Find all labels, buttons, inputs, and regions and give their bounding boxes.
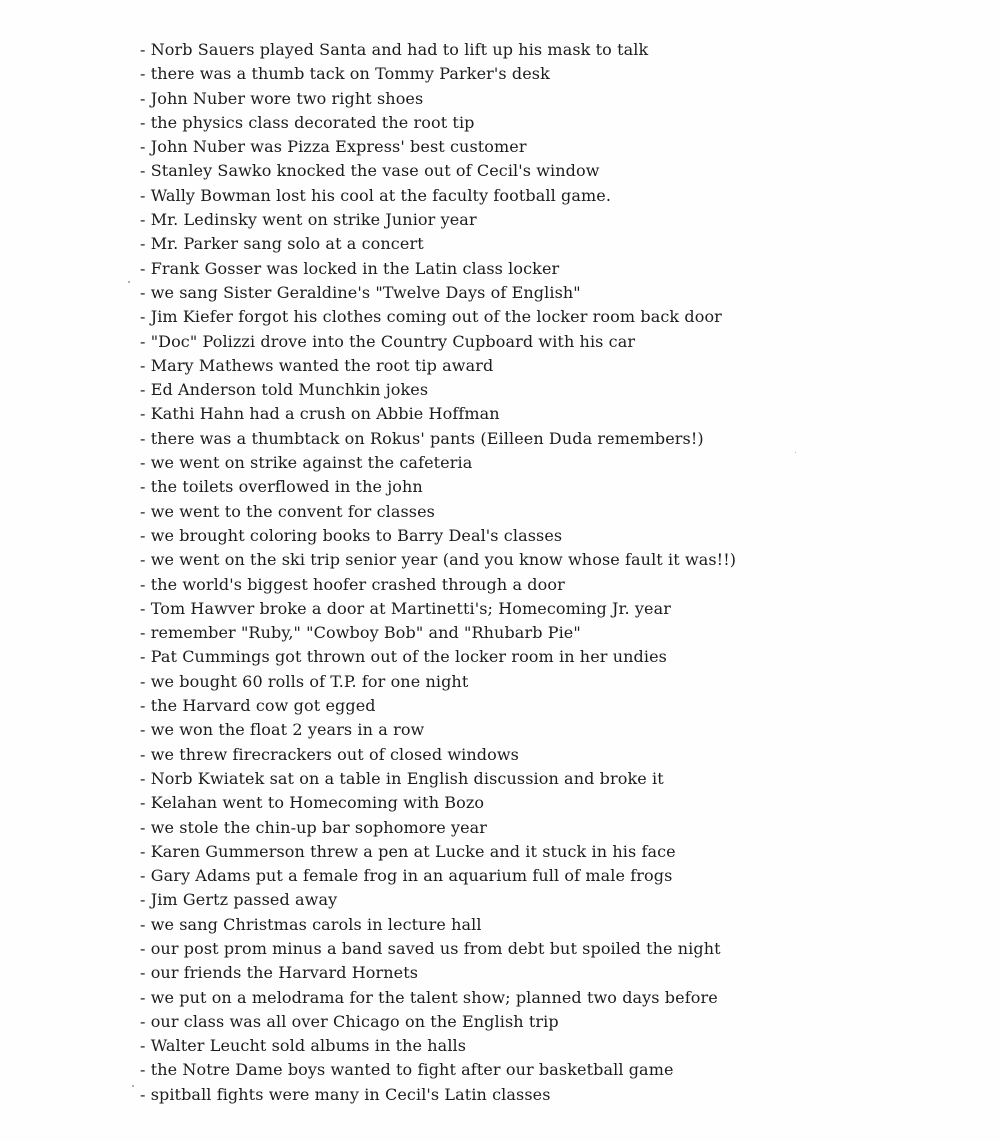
list-item: - we bought 60 rolls of T.P. for one night bbox=[140, 671, 469, 691]
list-item: - we went to the convent for classes bbox=[140, 501, 435, 521]
list-item: - we brought coloring books to Barry Deal's classes bbox=[140, 525, 563, 545]
list-item: - the toilets overflowed in the john bbox=[140, 477, 423, 497]
list-item: - the world's biggest hoofer crashed through a door bbox=[140, 574, 565, 594]
list-item: - Norb Kwiatek sat on a table in English discussion and broke it bbox=[140, 768, 664, 788]
list-item: - Kelahan went to Homecoming with Bozo bbox=[140, 793, 485, 813]
list-item: - our friends the Harvard Hornets bbox=[140, 963, 419, 983]
paper-speck bbox=[132, 1085, 134, 1087]
list-item: - Norb Sauers played Santa and had to lift up his mask to talk bbox=[140, 40, 649, 59]
list-item: - Tom Hawver broke a door at Martinetti's; Homecoming Jr. year bbox=[140, 598, 672, 618]
list-item: - Kathi Hahn had a crush on Abbie Hoffman bbox=[140, 404, 500, 424]
list-item: - Mary Mathews wanted the root tip award bbox=[140, 355, 494, 375]
list-item: - John Nuber wore two right shoes bbox=[140, 88, 424, 108]
list-item: - there was a thumb tack on Tommy Parker's desk bbox=[140, 64, 550, 84]
paper-speck bbox=[795, 452, 796, 453]
list-item: - there was a thumbtack on Rokus' pants (Eilleen Duda remembers!) bbox=[140, 428, 704, 448]
list-item: - our class was all over Chicago on the English trip bbox=[140, 1011, 559, 1031]
list-item: - John Nuber was Pizza Express' best customer bbox=[140, 137, 527, 157]
list-item: - the Harvard cow got egged bbox=[140, 696, 376, 716]
memories-list bbox=[140, 38, 736, 1107]
list-item: - "Doc" Polizzi drove into the Country Cupboard with his car bbox=[140, 331, 636, 351]
list-item: - Jim Kiefer forgot his clothes coming out of the locker room back door bbox=[140, 307, 722, 327]
list-item: - we won the float 2 years in a row bbox=[140, 720, 425, 740]
list-item: - the physics class decorated the root tip bbox=[140, 112, 475, 132]
list-item: - we threw firecrackers out of closed windows bbox=[140, 744, 519, 764]
list-item: - Jim Gertz passed away bbox=[140, 890, 338, 910]
list-item: - Mr. Ledinsky went on strike Junior year bbox=[140, 210, 477, 230]
list-item: - remember "Ruby," "Cowboy Bob" and "Rhubarb Pie" bbox=[140, 623, 581, 643]
list-item: - Wally Bowman lost his cool at the faculty football game. bbox=[140, 185, 612, 205]
list-item: - Stanley Sawko knocked the vase out of Cecil's window bbox=[140, 161, 600, 181]
list-item: - we sang Christmas carols in lecture hall bbox=[140, 914, 482, 934]
list-item: - Mr. Parker sang solo at a concert bbox=[140, 234, 424, 254]
list-item: - Ed Anderson told Munchkin jokes bbox=[140, 380, 429, 400]
paper-speck bbox=[128, 281, 130, 283]
list-item: - Pat Cummings got thrown out of the locker room in her undies bbox=[140, 647, 667, 667]
list-item: - Karen Gummerson threw a pen at Lucke and it stuck in his face bbox=[140, 841, 676, 861]
list-item: - we put on a melodrama for the talent show; planned two days before bbox=[140, 987, 718, 1007]
list-item: - Walter Leucht sold albums in the halls bbox=[140, 1036, 467, 1056]
list-item: - the Notre Dame boys wanted to fight after our basketball game bbox=[140, 1060, 674, 1080]
list-item: - we sang Sister Geraldine's "Twelve Days of English" bbox=[140, 282, 581, 302]
list-item: - Gary Adams put a female frog in an aquarium full of male frogs bbox=[140, 866, 673, 886]
list-item: - spitball fights were many in Cecil's Latin classes bbox=[140, 1084, 551, 1104]
list-item: - we went on strike against the cafeteria bbox=[140, 453, 473, 473]
list-item: - we stole the chin-up bar sophomore year bbox=[140, 817, 488, 837]
list-item: - Frank Gosser was locked in the Latin class locker bbox=[140, 258, 560, 278]
list-item: - we went on the ski trip senior year (and you know whose fault it was!!) bbox=[140, 550, 737, 570]
list-item: - our post prom minus a band saved us from debt but spoiled the night bbox=[140, 938, 721, 958]
